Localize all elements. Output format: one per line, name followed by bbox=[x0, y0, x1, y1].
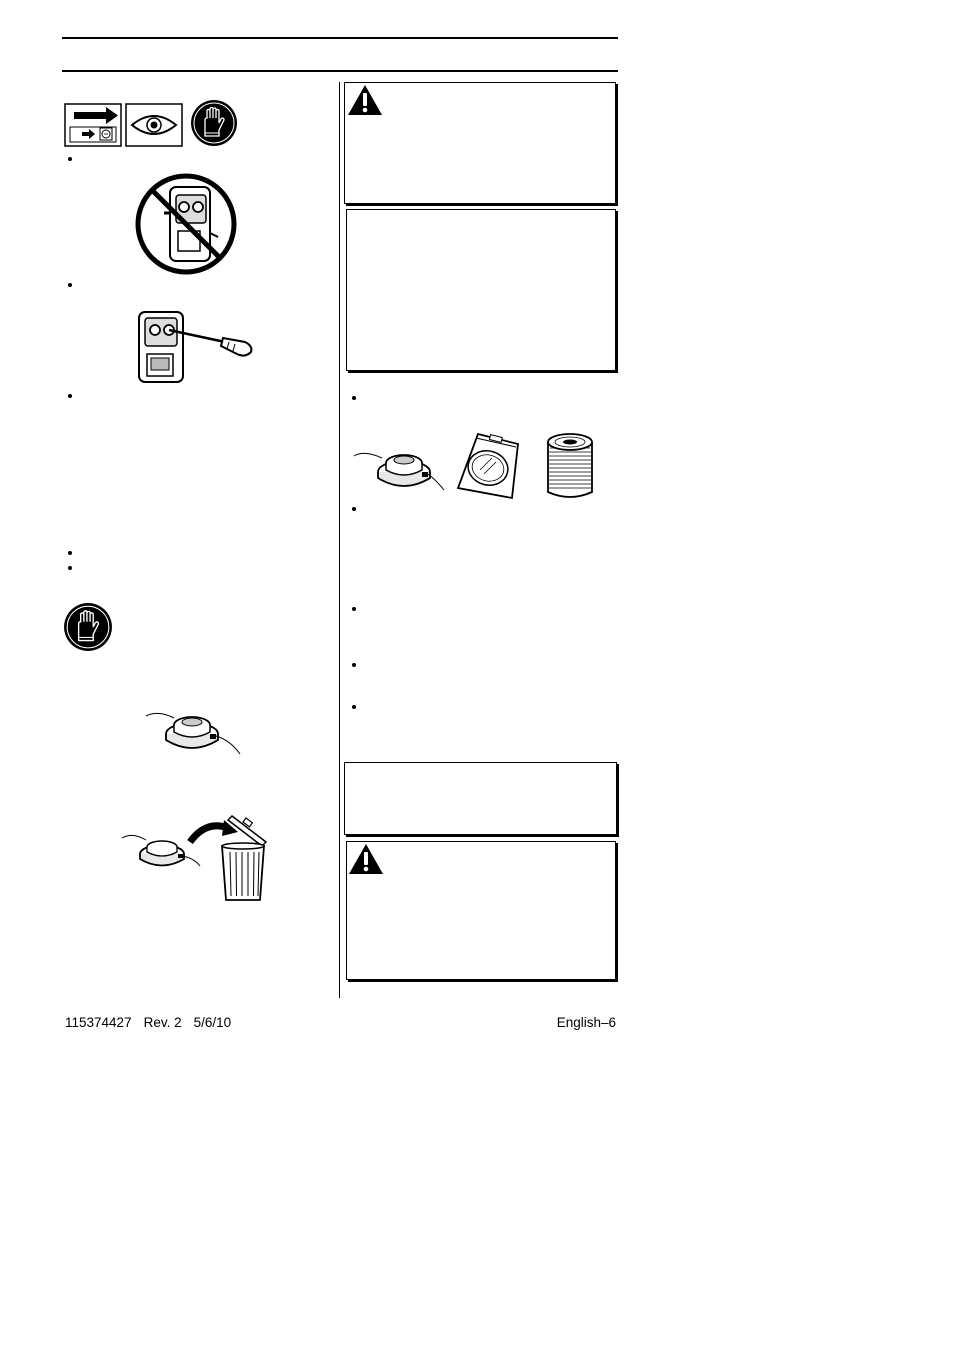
warning-box bbox=[346, 841, 616, 980]
bullet bbox=[68, 551, 72, 555]
bullet bbox=[352, 705, 356, 709]
doc-number: 115374427 bbox=[65, 1015, 132, 1030]
eye-protection-icon bbox=[125, 103, 183, 147]
footer-right: English–6 bbox=[556, 1015, 616, 1030]
warning-triangle-icon bbox=[347, 84, 383, 116]
warning-triangle-icon bbox=[348, 843, 384, 875]
page-number: 6 bbox=[608, 1015, 616, 1030]
bullet bbox=[68, 157, 72, 161]
header-rule-top bbox=[62, 37, 618, 39]
protective-gloves-icon bbox=[63, 602, 113, 652]
note-box bbox=[344, 762, 617, 835]
column-divider bbox=[339, 82, 340, 998]
bullet bbox=[68, 283, 72, 287]
warning-box bbox=[344, 82, 616, 204]
prohibited-ignition-illustration bbox=[134, 173, 238, 275]
revision: Rev. 2 bbox=[143, 1015, 182, 1030]
important-box bbox=[346, 209, 616, 371]
screwdriver-ignition-illustration bbox=[133, 308, 257, 386]
dispose-trimmer-head-illustration bbox=[120, 812, 270, 904]
replacement-parts-illustration bbox=[352, 430, 610, 504]
bullet bbox=[352, 663, 356, 667]
footer-left bbox=[65, 1015, 231, 1031]
bullet bbox=[352, 507, 356, 511]
bullet bbox=[352, 607, 356, 611]
protective-gloves-icon bbox=[190, 99, 238, 147]
revision-date: 5/6/10 bbox=[193, 1015, 232, 1030]
bullet bbox=[352, 396, 356, 400]
header-rule-bottom bbox=[62, 70, 618, 72]
bullet bbox=[68, 394, 72, 398]
trimmer-head-illustration bbox=[144, 700, 244, 758]
stop-engine-icon bbox=[64, 103, 122, 147]
bullet bbox=[68, 566, 72, 570]
language-label: English bbox=[556, 1015, 601, 1030]
